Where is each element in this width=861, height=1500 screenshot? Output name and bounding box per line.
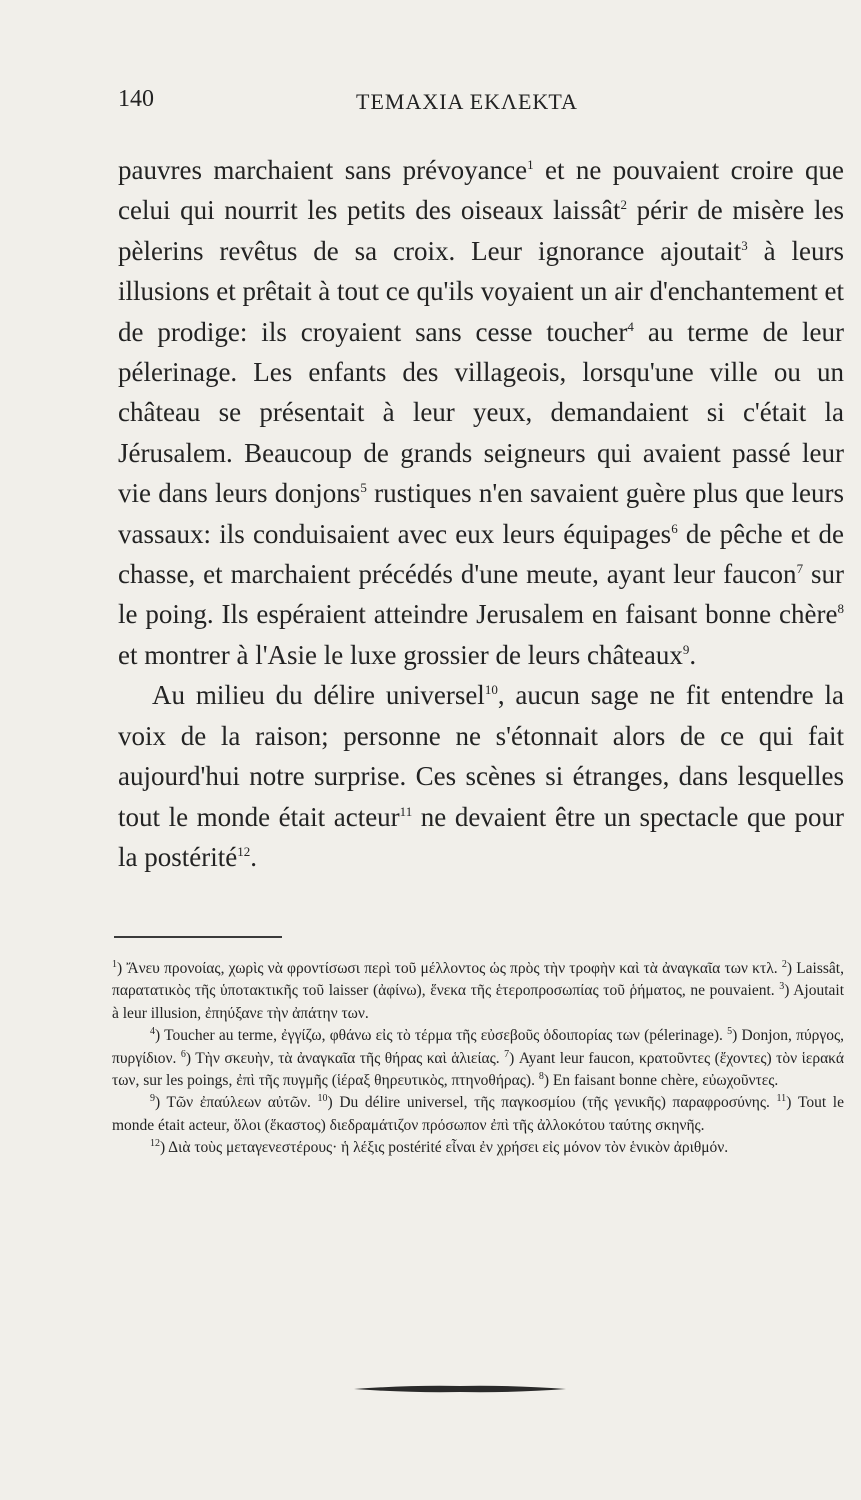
footnote-ref-11: 11 [399,803,413,819]
footnote-text: ) Διὰ τοὺς μεταγενεστέρους· ἡ λέξις postérité εἶναι ἐν χρήσει εἰς μόνον τὸν ἑνικὸν ἀριθμόν. [160,1139,729,1157]
footnote-ref-6: 6 [671,520,678,536]
footnote-ref-2: 2 [620,197,627,213]
footnote-ref-3: 3 [741,237,748,253]
footnote-ref-4: 4 [627,318,634,334]
text-run: Au milieu du délire universel [152,680,485,711]
footnote-number: 7 [504,1048,510,1060]
text-run: ne devaient être un spectacle que pour la postérité [118,801,844,872]
main-text [118,150,844,877]
text-run: de pêche et de chasse, et marchaient précédés d'une meute, ayant leur faucon [118,518,844,590]
text-run: rustiques n'en savaient guère plus que leurs vassaux: ils conduisaient avec eux leurs équipages [118,478,844,549]
footnote-ref-5: 5 [360,480,367,496]
text-run: périr de misère les pèlerins revêtus de sa croix. Leur ignorance ajoutait [118,195,844,266]
footnote-ref-7: 7 [796,561,804,577]
footnote-number: 6 [180,1048,186,1060]
footnote-block-3 [112,1092,844,1137]
footnote-number: 4 [150,1026,155,1038]
footnote-ref-1: 1 [527,157,534,172]
paragraph-1 [118,150,844,675]
footnote-number: 2 [781,958,787,970]
footnote-text: ) Toucher au terme, ἐγγίζω, φθάνω εἰς τὸ τέρμα τῆς εὐσεβοῦς ὁδοιπορίας των (pélerinage). [155,1027,728,1045]
footnote-number: 12 [150,1138,160,1150]
footnotes [112,958,844,1160]
text-run: et ne pouvaient croire que celui qui nourrit les petits des oiseaux laissât [118,155,844,226]
footnote-number: 3 [779,981,785,993]
text-run: à leurs illusions et prêtait à tout ce qu'ils voyaient un air d'enchantement et de prodige: ils croyaient sans cesse toucher [118,235,844,347]
ornament-divider [350,1378,570,1400]
footnote-block-2 [112,1025,844,1092]
footnote-text: ) En faisant bonne chère, εὐωχοῦντες. [543,1072,779,1090]
footnote-number: 9 [150,1093,155,1105]
footnote-number: 10 [317,1093,328,1105]
footnote-ref-9: 9 [682,641,690,657]
footnote-block-1 [112,958,844,1025]
page-header [118,86,818,126]
page-number: 140 [118,86,154,112]
footnote-divider [114,936,282,938]
footnote-number: 8 [538,1070,544,1082]
footnote-text: ) Tout le monde était acteur, ὅλοι (ἕκαστος) διεδραμάτιζον πρόσωπον ἐπὶ τῆς ἀλλοκότου ταύτης σκηνῆς. [112,1094,844,1134]
text-run: et montrer à l'Asie le luxe grossier de leurs châteaux [118,639,683,670]
footnote-text: ) Ajoutait à leur illusion, ἐπηύξανε τὴν ἀπάτην των. [112,982,845,1022]
text-run: sur le poing. Ils espéraient atteindre Jerusalem en faisant bonne chère [118,559,845,630]
footnote-text: ) Du délire universel, τῆς παγκοσμίου (τῆς γενικῆς) παραφροσύνης. [327,1094,777,1112]
footnote-ref-10: 10 [484,682,498,698]
footnote-number: 5 [727,1026,733,1038]
footnote-block-4 [112,1137,844,1159]
footnote-number: 1 [112,958,117,970]
footnote-text: ) Donjon, πύργος, πυργίδιον. [112,1027,844,1067]
footnote-number: 11 [776,1093,787,1105]
footnote-text: ) Laissât, παρατατικὸς τῆς ὑποτακτικῆς τοῦ laisser (ἀφίνω), ἕνεκα τῆς ἑτεροπροσωπίας τοῦ ῥήματος, ne pouvaient. [112,960,844,1000]
text-run: au terme de leur pélerinage. Les enfants des villageois, lorsqu'une ville ou un château se présentait à leur yeux, demandaient si c'était la Jérusalem. Beaucoup de grands seigneurs qui avaient passé leur vie dans leurs donjons [118,316,845,509]
text-run: pauvres marchaient sans prévoyance [118,155,528,185]
footnote-ref-12: 12 [237,843,251,859]
footnote-ref-8: 8 [837,601,844,617]
footnote-text: ) Τὴν σκευὴν, τὰ ἀναγκαῖα τῆς θήρας καὶ ἁλιείας. [185,1049,505,1067]
footnote-text: ) Τῶν ἐπαύλεων αὐτῶν. [155,1094,318,1112]
paragraph-2 [118,675,844,877]
text-run: . [689,639,697,670]
running-title: ΤΕΜΑΧΙΑ ΕΚΛΕΚΤΑ [356,89,578,114]
footnote-text: ) Ἄνευ προνοίας, χωρὶς νὰ φροντίσωσι περὶ τοῦ μέλλοντος ὡς πρὸς τὴν τροφὴν καὶ τὰ ἀναγκαῖα των κτλ. [117,960,782,977]
text-run: . [250,841,257,872]
footnote-text: ) Ayant leur faucon, κρατοῦντες (ἔχοντες) τὸν ἱερακά των, sur les poings, ἐπὶ τῆς πυγμῆς (ἱέραξ θηρευτικὸς, πτηνοθήρας). [112,1049,844,1090]
text-run: , aucun sage ne fit entendre la voix de la raison; personne ne s'étonnait alors de ce qui fait aujourd'hui notre surprise. Ces scènes si étranges, dans lesquelles tout le monde était acteur [118,680,844,832]
